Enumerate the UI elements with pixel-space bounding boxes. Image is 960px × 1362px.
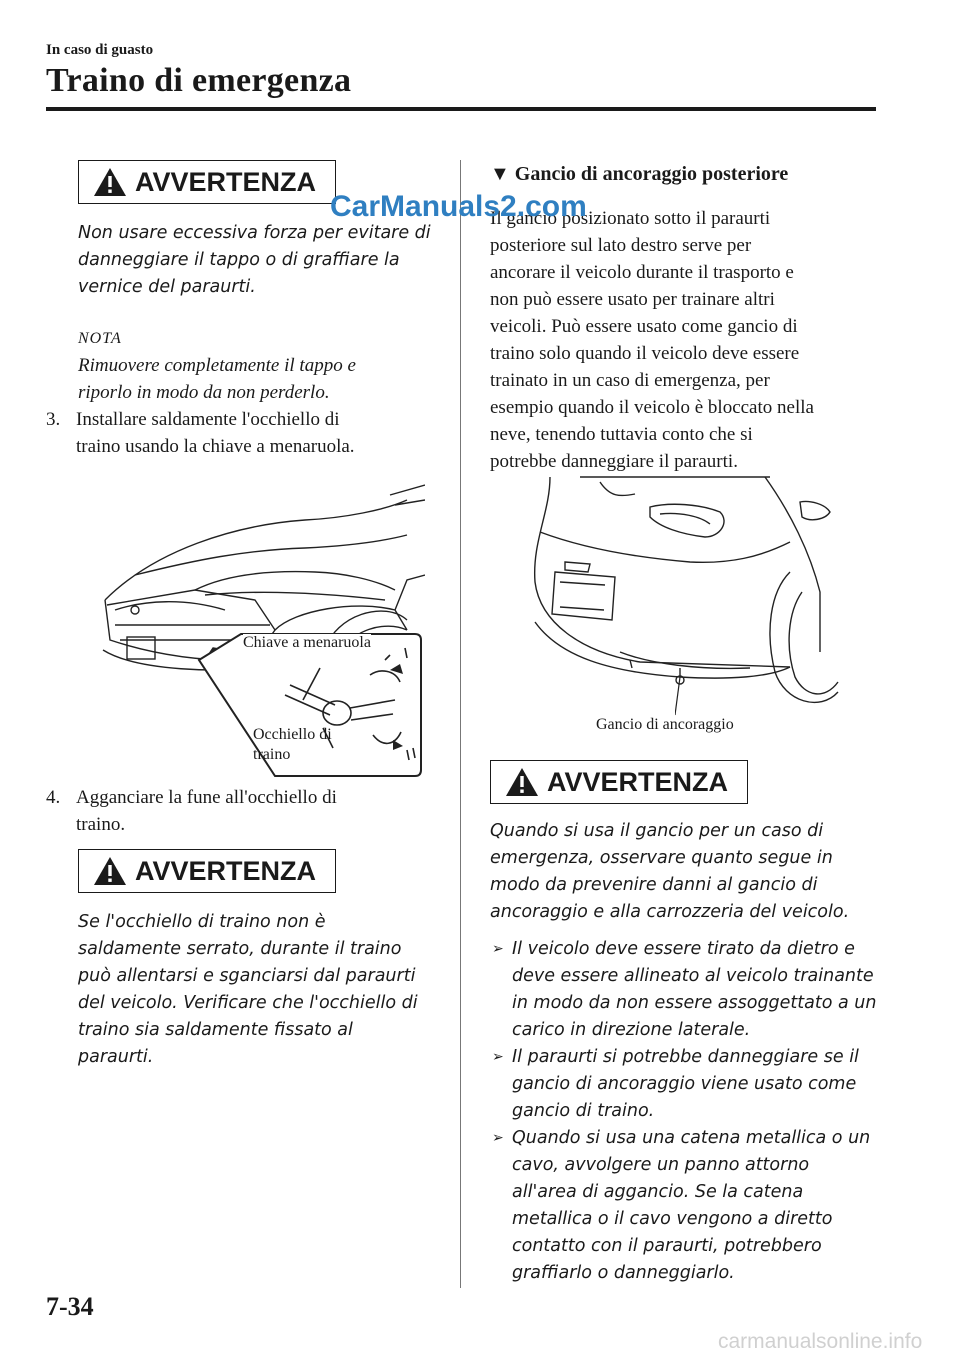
text-line: graffiarlo o danneggiarlo. <box>512 1263 735 1283</box>
footer-site-watermark: carmanualsonline.info <box>718 1330 923 1353</box>
text-line: potrebbe danneggiare il paraurti. <box>490 451 738 472</box>
text-line: non può essere usato per trainare altri <box>490 289 775 310</box>
text-line: Agganciare la fune all'occhiello di <box>76 787 337 808</box>
text-line: all'area di aggancio. Se la catena <box>512 1182 804 1202</box>
text-line: carico in direzione laterale. <box>512 1020 751 1040</box>
figure-front-tow-eye <box>95 480 425 780</box>
warning-text-2 <box>78 909 453 1071</box>
section-heading <box>490 163 788 186</box>
leader-line <box>675 677 695 717</box>
text-line: Installare saldamente l'occhiello di <box>76 409 340 430</box>
text-line: Non usare eccessiva forza per evitare di <box>78 223 431 243</box>
text-line: può allentarsi e sganciarsi dal paraurti <box>78 966 416 986</box>
text-line: traino <box>253 746 291 763</box>
page-title: Traino di emergenza <box>46 62 352 99</box>
text-line: Se l'occhiello di traino non è <box>78 912 326 932</box>
step-number: 3. <box>46 409 61 430</box>
text-line: esempio quando il veicolo è bloccato nella <box>490 397 814 418</box>
text-line: traino. <box>76 814 126 835</box>
figure-rear-hook <box>520 472 850 742</box>
warning-triangle-icon <box>505 767 539 797</box>
text-line: del veicolo. Verificare che l'occhiello di <box>78 993 418 1013</box>
warning-triangle-icon <box>93 167 127 197</box>
page-number: 7-34 <box>46 1292 94 1321</box>
bullet-list <box>492 936 892 1287</box>
text-line: in modo da non essere assoggettato a un <box>512 993 877 1013</box>
body-paragraph <box>490 205 890 475</box>
label-anchor-hook: Gancio di ancoraggio <box>596 716 734 733</box>
list-item <box>492 936 892 1044</box>
nota-label: NOTA <box>78 330 122 347</box>
arrow-bullet-icon: ➢ <box>492 1049 504 1065</box>
watermark-logo: CarManuals2.com <box>330 190 587 223</box>
heading-text: Gancio di ancoraggio posteriore <box>514 163 789 185</box>
text-line: Occhiello di <box>253 726 332 743</box>
list-item <box>492 1044 892 1125</box>
warning-label: AVVERTENZA <box>547 766 729 797</box>
list-item <box>492 1125 892 1287</box>
nota-text <box>78 352 448 406</box>
text-line: Quando si usa una catena metallica o un <box>512 1128 871 1148</box>
step-3 <box>46 406 446 460</box>
text-line: contatto con il paraurti, potrebbero <box>512 1236 822 1256</box>
column-divider <box>460 160 461 1288</box>
warning-box-1 <box>78 160 336 204</box>
text-line: cavo, avvolgere un panno attorno <box>512 1155 810 1175</box>
label-tow-eye <box>253 725 332 765</box>
text-line: gancio di traino. <box>512 1101 655 1121</box>
text-line: posteriore sul lato destro serve per <box>490 235 752 256</box>
warning-text-1 <box>78 220 448 301</box>
step-number: 4. <box>46 787 61 808</box>
text-line: danneggiare il tappo o di graffiare la <box>78 250 400 270</box>
step-4 <box>46 784 446 838</box>
title-rule <box>46 107 876 111</box>
text-line: emergenza, osservare quanto segue in <box>490 848 833 868</box>
text-line: vernice del paraurti. <box>78 277 256 297</box>
warning-box-2 <box>78 849 336 893</box>
text-line: neve, tenendo tuttavia conto che si <box>490 424 753 445</box>
text-line: Quando si usa il gancio per un caso di <box>490 821 824 841</box>
warning-box-3 <box>490 760 748 804</box>
text-line: metallica o il cavo vengono a diretto <box>512 1209 833 1229</box>
text-line: traino sia saldamente fissato al <box>78 1020 353 1040</box>
text-line: modo da prevenire danni al gancio di <box>490 875 818 895</box>
text-line: riporlo in modo da non perderlo. <box>78 382 330 403</box>
text-line: trainato in un caso di emergenza, per <box>490 370 770 391</box>
warning-label: AVVERTENZA <box>135 855 317 886</box>
arrow-bullet-icon: ➢ <box>492 941 504 957</box>
warning-label: AVVERTENZA <box>135 166 317 197</box>
text-line: deve essere allineato al veicolo trainante <box>512 966 874 986</box>
label-wrench: Chiave a menaruola <box>243 634 371 651</box>
text-line: traino solo quando il veicolo deve essere <box>490 343 800 364</box>
text-line: ancorare il veicolo durante il trasporto e <box>490 262 794 283</box>
text-line: ancoraggio e alla carrozzeria del veicolo. <box>490 902 850 922</box>
warning-triangle-icon <box>93 856 127 886</box>
text-line: Il paraurti si potrebbe danneggiare se il <box>512 1047 859 1067</box>
text-line: traino usando la chiave a menaruola. <box>76 436 355 457</box>
text-line: Rimuovere completamente il tappo e <box>78 355 356 376</box>
arrow-bullet-icon: ➢ <box>492 1130 504 1146</box>
text-line: veicoli. Può essere usato come gancio di <box>490 316 798 337</box>
text-line: Il gancio posizionato sotto il paraurti <box>490 208 771 229</box>
warning-text-3 <box>490 818 890 926</box>
triangle-marker-icon: ▼ <box>490 163 510 185</box>
text-line: saldamente serrato, durante il traino <box>78 939 402 959</box>
text-line: gancio di ancoraggio viene usato come <box>512 1074 857 1094</box>
section-label: In caso di guasto <box>46 42 154 58</box>
text-line: Il veicolo deve essere tirato da dietro e <box>512 939 855 959</box>
text-line: paraurti. <box>78 1047 154 1067</box>
